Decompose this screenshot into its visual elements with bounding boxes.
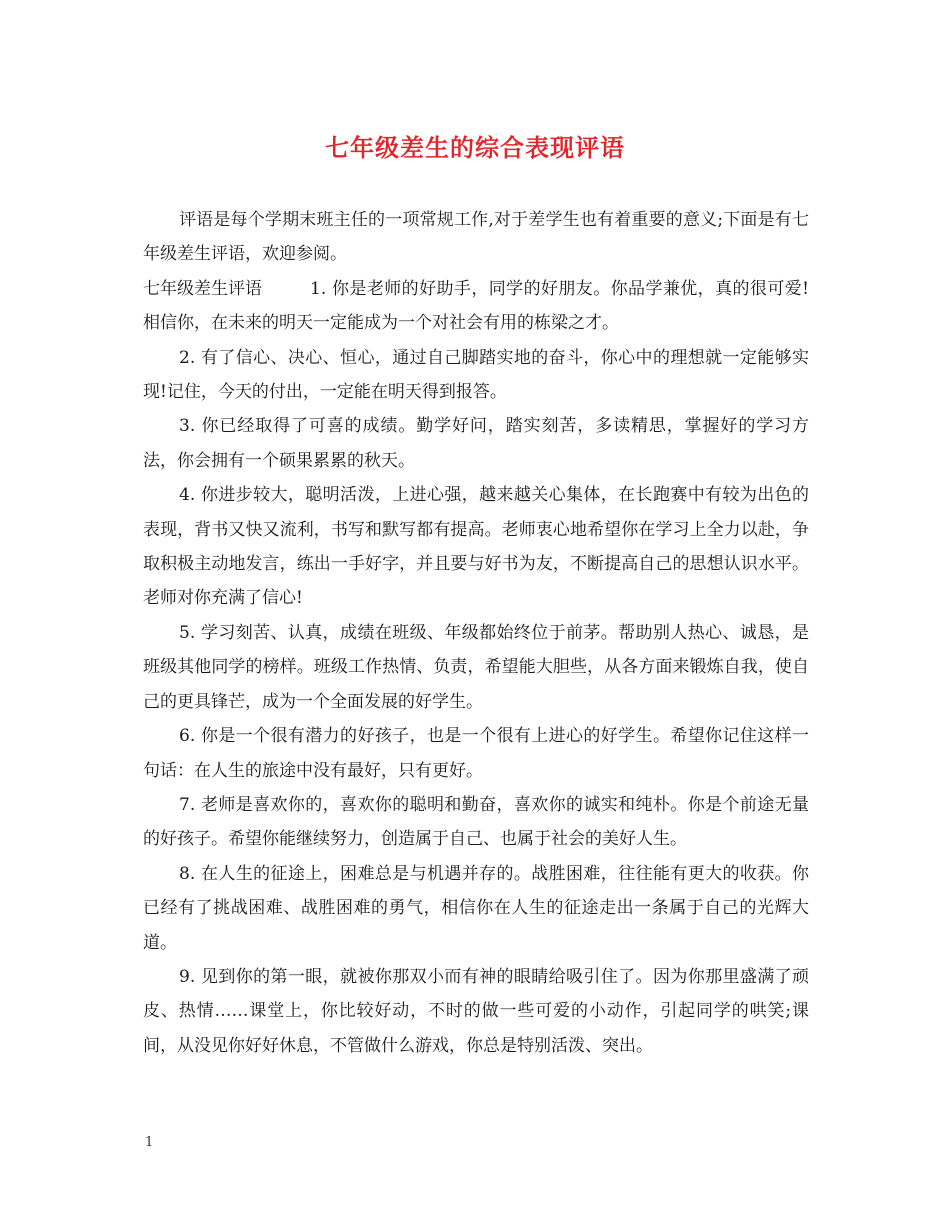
- document-title: 七年级差生的综合表现评语: [325, 133, 625, 162]
- page-number: 1: [145, 1135, 154, 1150]
- section-label: 七年级差生评语: [143, 278, 262, 299]
- comment-item-7: 7. 老师是喜欢你的，喜欢你的聪明和勤奋，喜欢你的诚实和纯朴。你是个前途无量的好孩子。希望你能继续努力，创造属于自己、也属于社会的美好人生。: [143, 794, 809, 850]
- section-first-line: [143, 272, 809, 341]
- comment-item-6: 6. 你是一个很有潜力的好孩子，也是一个很有上进心的好学生。希望你记住这样一句话：在人生的旅途中没有最好，只有更好。: [143, 726, 809, 781]
- comment-item-5: 5. 学习刻苦、认真，成绩在班级、年级都始终位于前茅。帮助别人热心、诚恳，是班级其他同学的榜样。班级工作热情、负责，希望能大胆些，从各方面来锻炼自我，使自己的更具锋芒，成为一个全面发展的好学生。: [143, 622, 809, 712]
- comment-item-1: 1. 你是老师的好助手，同学的好朋友。你品学兼优，真的很可爱!相信你，在未来的明天一定能成为一个对社会有用的栋梁之才。: [143, 278, 809, 334]
- comment-item-2: 2. 有了信心、决心、恒心，通过自己脚踏实地的奋斗，你心中的理想就一定能够实现!记住，今天的付出，一定能在明天得到报答。: [143, 347, 809, 403]
- intro-paragraph: 评语是每个学期末班主任的一项常规工作,对于差学生也有着重要的意义;下面是有七年级差生评语，欢迎参阅。: [143, 210, 809, 265]
- comment-item-9: 9. 见到你的第一眼，就被你那双小而有神的眼睛给吸引住了。因为你那里盛满了顽皮、热情……课堂上，你比较好动，不时的做一些可爱的小动作，引起同学的哄笑;课间，从没见你好好休息，不管做什么游戏，你总是特别活泼、突出。: [143, 966, 809, 1056]
- document-body: [143, 203, 809, 1063]
- comment-item-4: 4. 你进步较大，聪明活泼，上进心强，越来越关心集体，在长跑赛中有较为出色的表现，背书又快又流利，书写和默写都有提高。老师衷心地希望你在学习上全力以赴，争取积极主动地发言，练出一手好字，并且要与好书为友，不断提高自己的思想认识水平。老师对你充满了信心!: [143, 485, 809, 609]
- comment-item-3: 3. 你已经取得了可喜的成绩。勤学好问，踏实刻苦，多读精思，掌握好的学习方法，你会拥有一个硕果累累的秋天。: [143, 416, 809, 471]
- comment-item-8: 8. 在人生的征途上，困难总是与机遇并存的。战胜困难，往往能有更大的收获。你已经有了挑战困难、战胜困难的勇气，相信你在人生的征途走出一条属于自己的光辉大道。: [143, 863, 809, 953]
